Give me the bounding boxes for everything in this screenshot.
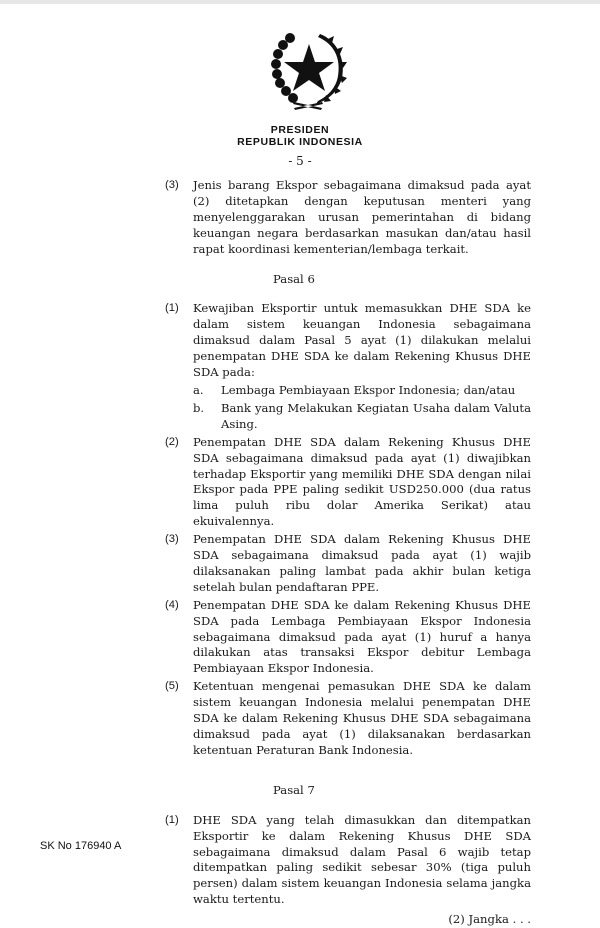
list-item bbox=[165, 435, 531, 530]
item-number: (3) bbox=[165, 533, 179, 546]
sub-item bbox=[193, 401, 531, 433]
item-number: (2) bbox=[165, 435, 179, 448]
list-item bbox=[165, 178, 531, 258]
page-number: - 5 - bbox=[288, 154, 312, 168]
pasal-7-heading: Pasal 7 bbox=[273, 782, 315, 797]
item-text: DHE SDA yang telah dimasukkan dan ditempatkan Eksportir ke dalam Rekening Khusus DHE SDA sebagaimana dimaksud dalam Pasal 6 wajib tetap ditempatkan paling sedikit sebesar 30% (tiga puluh persen) dalam sistem keuangan Indonesia selama jangka waktu tertentu. bbox=[193, 812, 531, 907]
document-body bbox=[165, 178, 531, 928]
top-border bbox=[0, 0, 600, 4]
header-title-line2: REPUBLIK INDONESIA bbox=[237, 136, 363, 148]
item-text: Penempatan DHE SDA dalam Rekening Khusus DHE SDA sebagaimana dimaksud pada ayat (1) diwajibkan terhadap Eksportir yang memiliki DHE SDA dengan nilai Ekspor pada PPE paling sedikit USD250.000 (dua ratus lima puluh ribu dolar Amerika Serikat) atau ekuivalennya. bbox=[193, 434, 531, 529]
serial-number: SK No 176940 A bbox=[40, 840, 122, 852]
sub-item-letter: b. bbox=[193, 400, 205, 415]
list-item bbox=[165, 598, 531, 678]
sub-item-text: Lembaga Pembiayaan Ekspor Indonesia; dan/atau bbox=[221, 382, 516, 397]
item-number: (5) bbox=[165, 680, 179, 693]
header-title-line1: PRESIDEN bbox=[270, 124, 330, 136]
item-number: (1) bbox=[165, 302, 179, 315]
sub-item-text: Bank yang Melakukan Kegiatan Usaha dalam Valuta Asing. bbox=[221, 400, 531, 431]
item-text: Penempatan DHE SDA ke dalam Rekening Khusus DHE SDA pada Lembaga Pembiayaan Ekspor Indonesia sebagaimana dimaksud pada ayat (1) huruf a hanya dilakukan atas transaksi Ekspor debitur Lembaga Pembiayaan Ekspor Indonesia. bbox=[193, 597, 531, 676]
state-emblem-icon bbox=[268, 28, 348, 110]
item-text: Kewajiban Eksportir untuk memasukkan DHE SDA ke dalam sistem keuangan Indonesia sebagaimana dimaksud dalam Pasal 5 ayat (1) dilakukan melalui penempatan DHE SDA ke dalam Rekening Khusus DHE SDA pada: bbox=[193, 301, 531, 380]
item-number: (4) bbox=[165, 598, 179, 611]
list-item bbox=[165, 679, 531, 759]
list-item bbox=[165, 813, 531, 908]
list-item bbox=[165, 301, 531, 432]
sub-item bbox=[193, 383, 531, 399]
list-item bbox=[165, 532, 531, 596]
continuation-marker: (2) Jangka . . . bbox=[448, 912, 531, 927]
item-text: Jenis barang Ekspor sebagaimana dimaksud pada ayat (2) ditetapkan dengan keputusan menteri yang menyelenggarakan urusan pemerintahan di bidang keuangan negara berdasarkan masukan dan/atau hasil rapat koordinasi kementerian/lembaga terkait. bbox=[193, 178, 531, 256]
item-number: (3) bbox=[165, 179, 179, 191]
item-text: Ketentuan mengenai pemasukan DHE SDA ke dalam sistem keuangan Indonesia melalui penempatan DHE SDA ke dalam Rekening Khusus DHE SDA sebagaimana dimaksud pada ayat (1) dilaksanakan berdasarkan ketentuan Peraturan Bank Indonesia. bbox=[193, 679, 531, 757]
sub-item-letter: a. bbox=[193, 382, 204, 397]
item-number: (1) bbox=[165, 813, 179, 826]
pasal-6-heading: Pasal 6 bbox=[273, 271, 315, 286]
item-text: Penempatan DHE SDA dalam Rekening Khusus DHE SDA sebagaimana dimaksud pada ayat (1) wajib dilaksanakan paling lambat pada akhir bulan ketiga setelah bulan pendaftaran PPE. bbox=[193, 532, 531, 594]
